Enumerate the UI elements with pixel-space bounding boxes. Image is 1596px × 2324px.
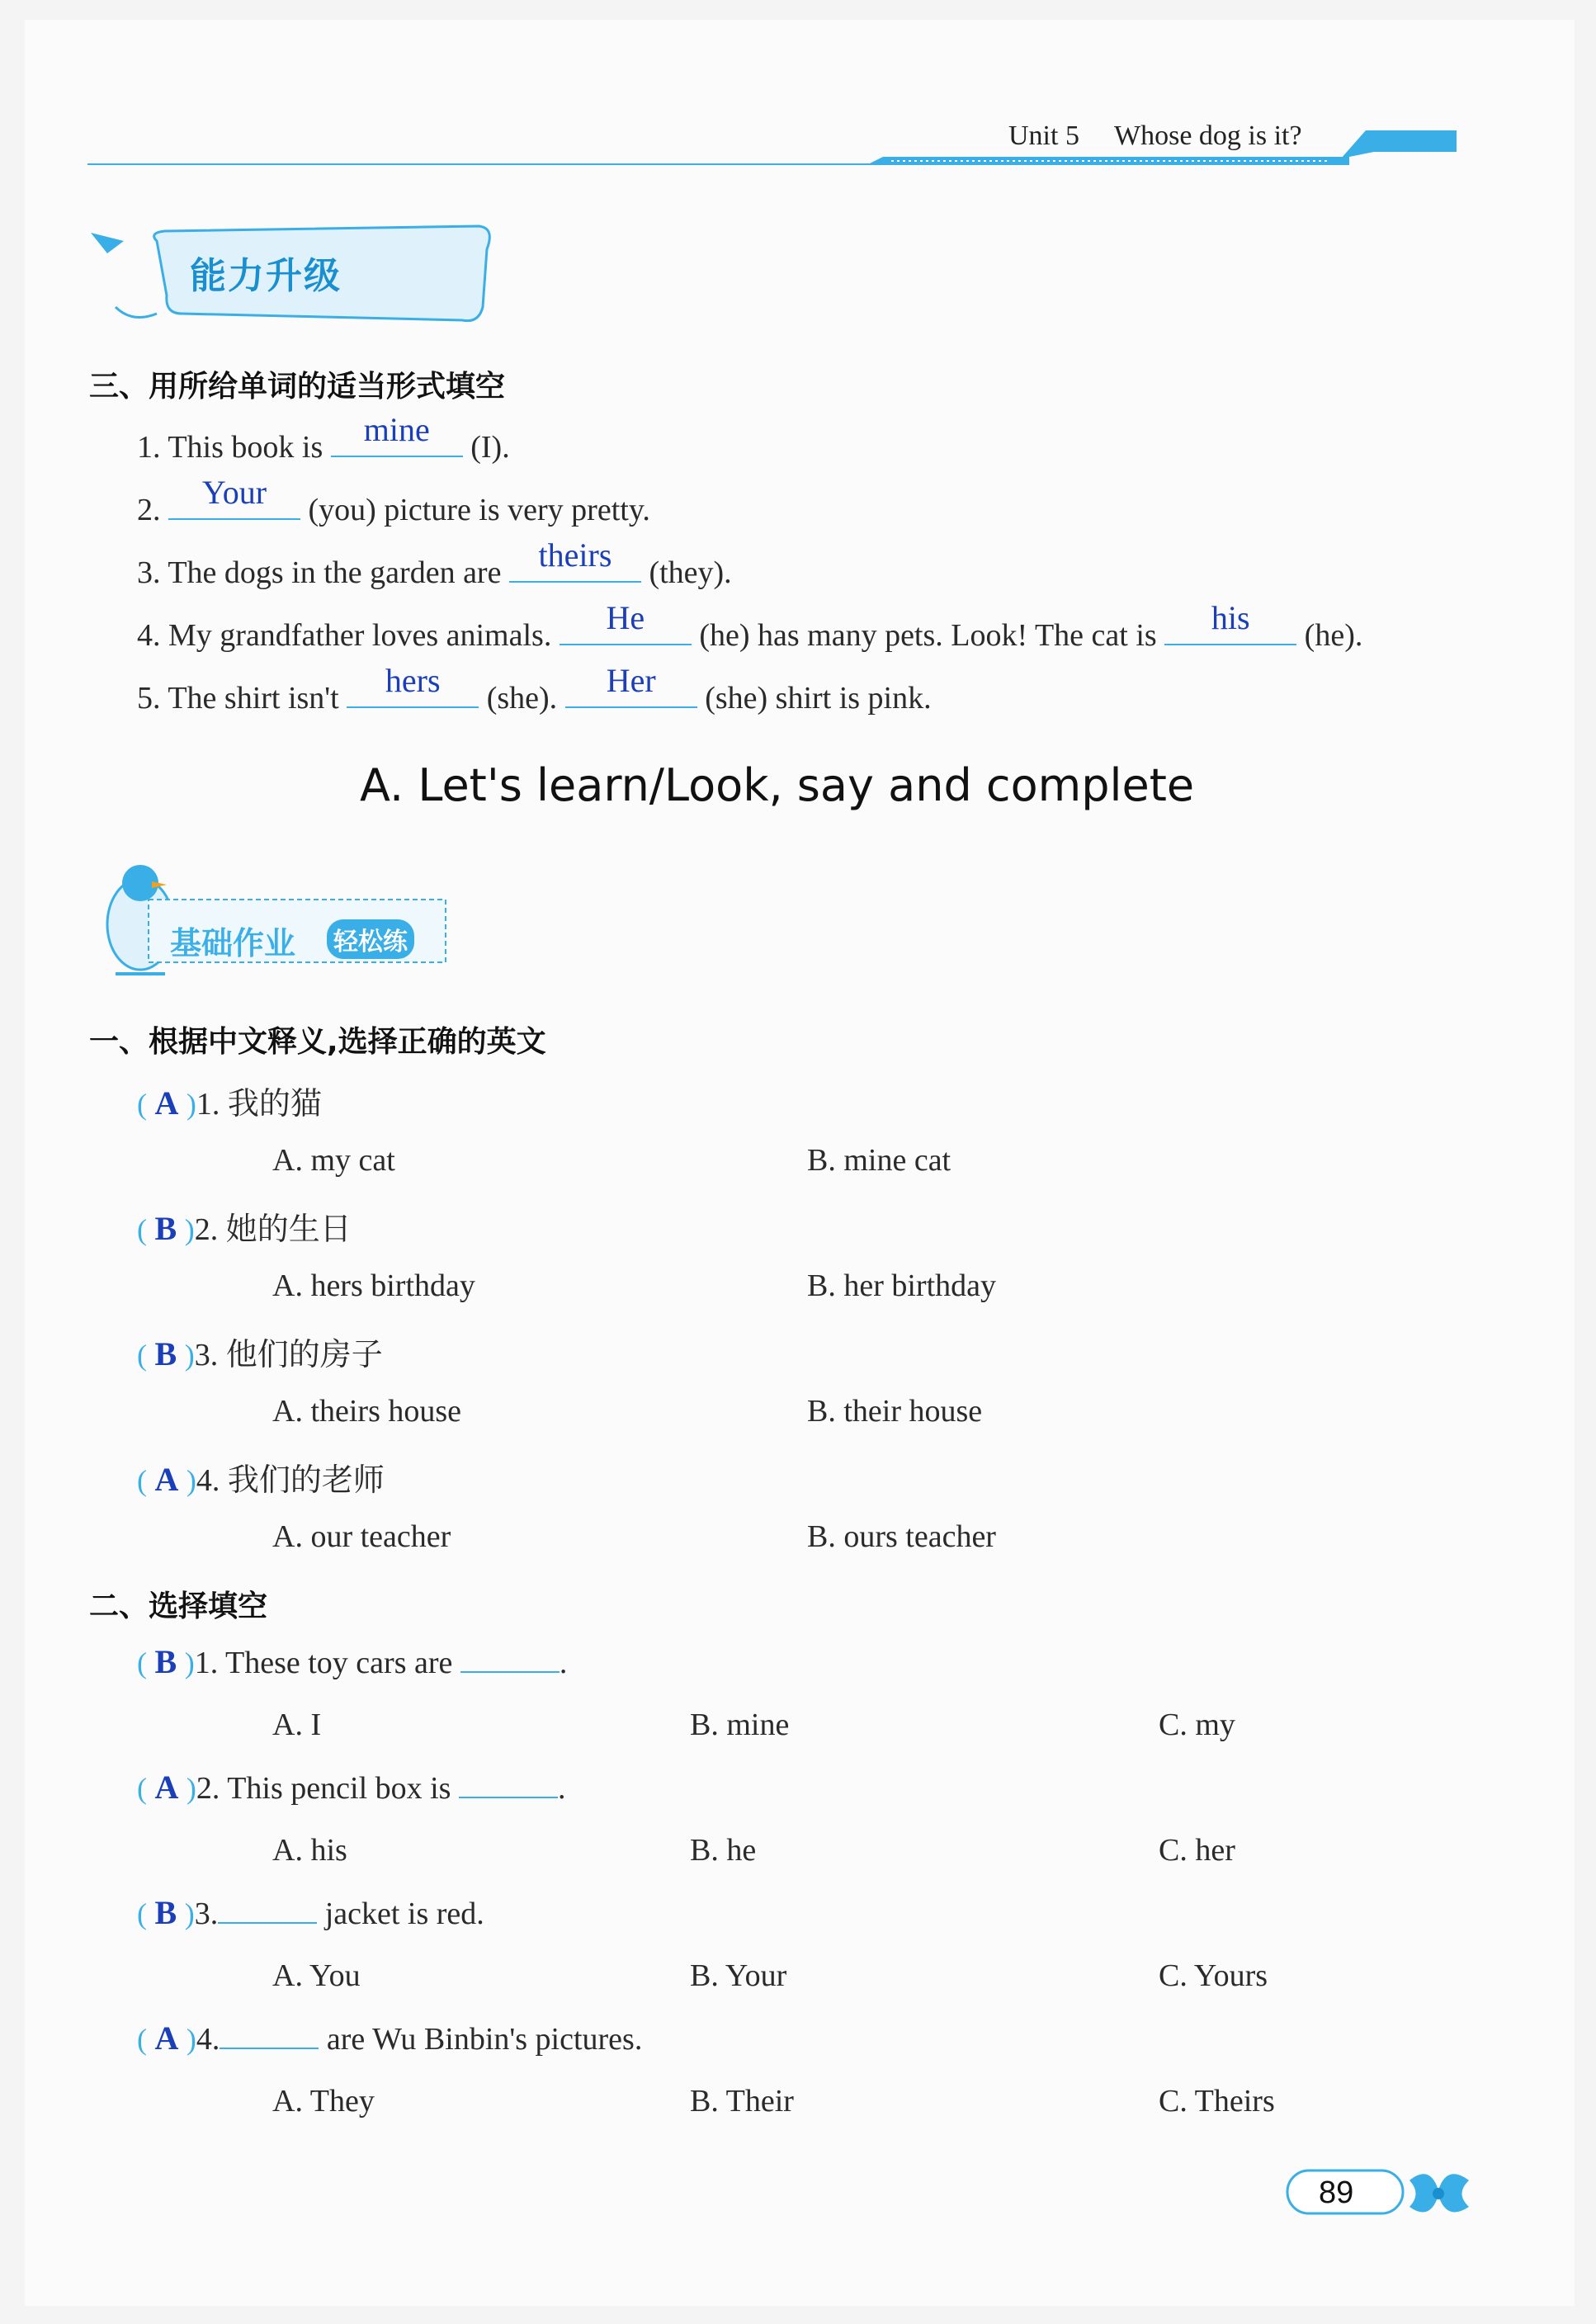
s3-blank-3: theirs	[509, 548, 641, 583]
s3-blank-4b: his	[1164, 611, 1296, 645]
s2-item-4: ( A )4. are Wu Binbin's pictures.	[137, 2019, 643, 2057]
lesson-title: A. Let's learn/Look, say and complete	[360, 759, 1195, 811]
s1-option-1a: A. my cat	[272, 1143, 395, 1178]
s2-option-3b: B. Your	[690, 1958, 787, 1993]
s2-option-4a: A. They	[272, 2084, 375, 2119]
s3-item-1: 1. This book is mine (I).	[137, 411, 510, 465]
s3-blank-5a: hers	[347, 673, 479, 708]
s1-option-3a: A. theirs house	[272, 1394, 462, 1429]
header-ribbon	[866, 154, 1349, 165]
s3-blank-2: Your	[168, 485, 300, 520]
unit-label: Unit 5	[1008, 120, 1079, 151]
s2-option-3c: C. Yours	[1159, 1958, 1268, 1993]
s1-choice-2: B	[154, 1210, 177, 1247]
s2-choice-4: A	[154, 2019, 179, 2057]
s2-option-2c: C. her	[1159, 1833, 1235, 1868]
page-number: 89	[1319, 2175, 1354, 2210]
s3-item-5: 5. The shirt isn't hers (she). Her (she) shirt is pink.	[137, 662, 932, 716]
s3-item-3: 3. The dogs in the garden are theirs (they).	[137, 536, 732, 590]
section3-title: 三、用所给单词的适当形式填空	[89, 370, 506, 404]
s2-choice-1: B	[154, 1643, 177, 1680]
s1-option-2b: B. her birthday	[807, 1268, 997, 1303]
s2-option-3a: A. You	[272, 1958, 361, 1993]
banner-ability-upgrade	[91, 216, 495, 332]
s2-choice-2: A	[154, 1769, 179, 1806]
header-rule	[87, 163, 913, 165]
s1-item-2: ( B )2. 她的生日	[137, 1210, 352, 1247]
banner-basic-homework	[91, 858, 454, 982]
page-number-badge	[1286, 2164, 1476, 2222]
s2-option-2b: B. he	[690, 1833, 757, 1868]
s2-option-1a: A. I	[272, 1708, 322, 1742]
s3-item-4: 4. My grandfather loves animals. He (he) has many pets. Look! The cat is his (he).	[137, 599, 1363, 653]
s1-option-4a: A. our teacher	[272, 1519, 451, 1554]
s2-item-2: ( A )2. This pencil box is .	[137, 1769, 566, 1806]
s2-option-1c: C. my	[1159, 1708, 1235, 1742]
section2-title: 二、选择填空	[89, 1589, 268, 1623]
s2-choice-3: B	[154, 1894, 177, 1931]
s3-blank-5b: Her	[565, 673, 697, 708]
s2-option-2a: A. his	[272, 1833, 347, 1868]
header-tab	[1341, 130, 1457, 155]
s3-blank-4a: He	[560, 611, 692, 645]
s1-option-1b: B. mine cat	[807, 1143, 951, 1178]
banner-basic-badge: 轻松练	[327, 919, 414, 959]
s1-choice-3: B	[154, 1335, 177, 1372]
unit-title: Whose dog is it?	[1114, 120, 1302, 151]
s2-option-4b: B. Their	[690, 2084, 794, 2119]
s3-blank-1: mine	[331, 423, 463, 457]
section1-title: 一、根据中文释义,选择正确的英文	[89, 1025, 546, 1059]
s1-item-1: ( A )1. 我的猫	[137, 1084, 322, 1122]
s2-item-1: ( B )1. These toy cars are .	[137, 1643, 568, 1680]
banner-ability-label: 能力升级	[190, 255, 342, 297]
s2-option-4c: C. Theirs	[1159, 2084, 1275, 2119]
banner-basic-label: 基础作业	[170, 925, 296, 961]
s1-item-4: ( A )4. 我们的老师	[137, 1461, 385, 1498]
s1-choice-4: A	[154, 1461, 179, 1498]
s1-option-3b: B. their house	[807, 1394, 983, 1429]
s2-option-1b: B. mine	[690, 1708, 790, 1742]
s2-item-3: ( B )3. jacket is red.	[137, 1894, 484, 1931]
s1-choice-1: A	[154, 1084, 179, 1122]
s1-option-2a: A. hers birthday	[272, 1268, 475, 1303]
s1-item-3: ( B )3. 他们的房子	[137, 1335, 383, 1372]
s1-option-4b: B. ours teacher	[807, 1519, 996, 1554]
s3-item-2: 2. Your (you) picture is very pretty.	[137, 474, 650, 527]
